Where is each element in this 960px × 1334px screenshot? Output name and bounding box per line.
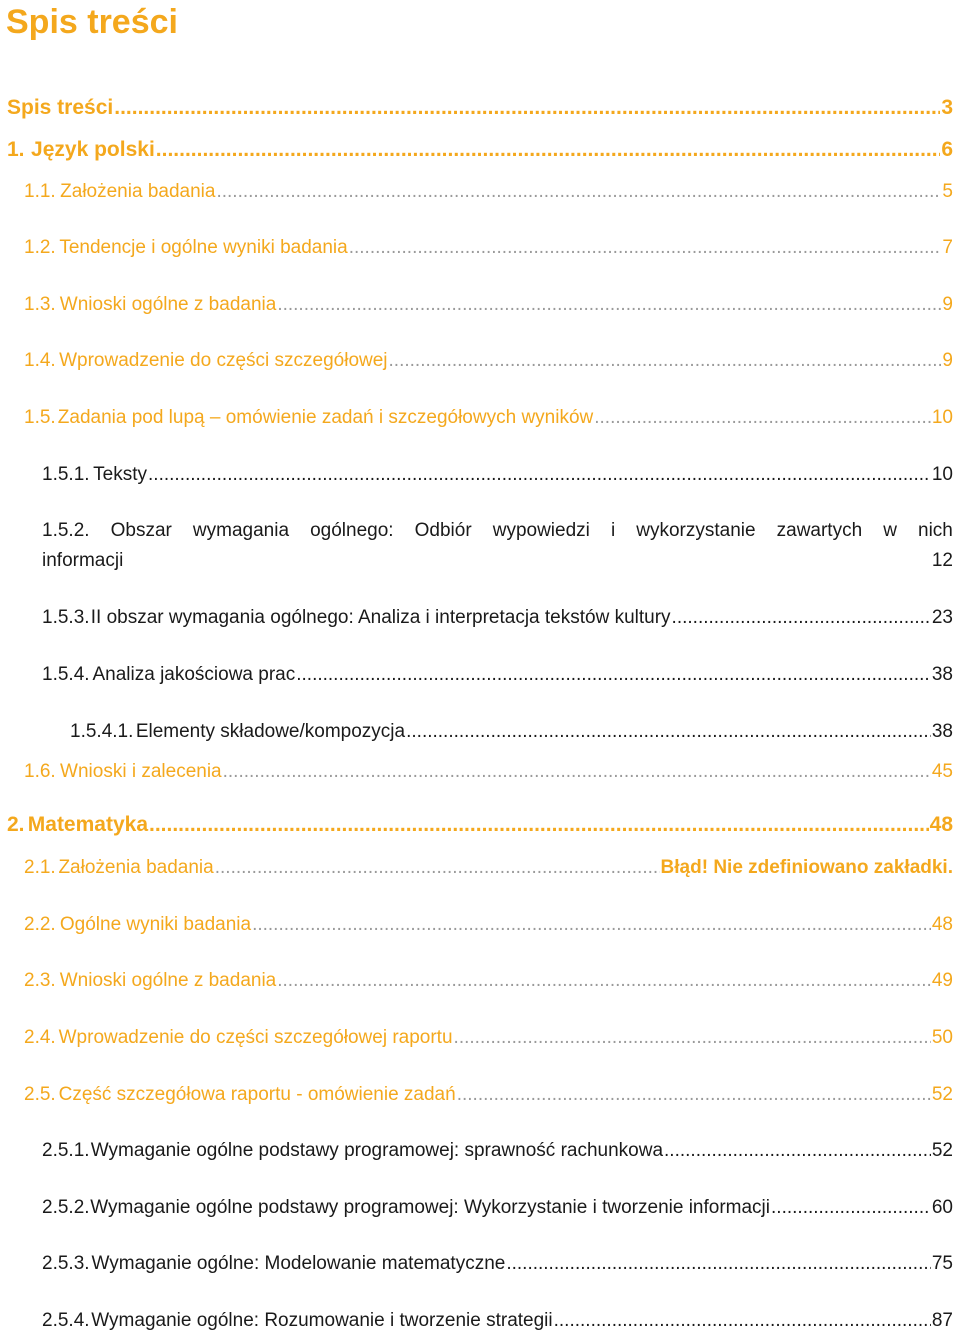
toc-entry-title-line2: [42, 546, 953, 576]
toc-dot-leader: [389, 349, 942, 373]
toc-entry-1-1[interactable]: [24, 180, 953, 204]
toc-entry-page: 50: [931, 1027, 953, 1048]
toc-entry-title: Elementy składowe/kompozycja: [135, 721, 406, 742]
toc-dot-leader: [252, 913, 931, 937]
toc-entry-title: Wymaganie ogólne podstawy programowej: sprawność rachunkowa: [90, 1140, 664, 1161]
toc-entry-title: Wprowadzenie do części szczegółowej: [59, 350, 388, 371]
toc-entry-number: 1.5.3.: [42, 607, 90, 628]
toc-dot-leader: [664, 1139, 931, 1163]
toc-entry-1-4[interactable]: [24, 349, 953, 373]
toc-entry-2-4[interactable]: [24, 1026, 953, 1050]
toc-dot-leader: [148, 463, 931, 487]
toc-entry-matematyka[interactable]: [7, 813, 953, 837]
toc-entry-number: 1.1.: [24, 181, 56, 202]
toc-dot-leader: [277, 969, 931, 993]
toc-dot-leader: [672, 606, 931, 630]
toc-entry-title: Wymaganie ogólne podstawy programowej: Wykorzystanie i tworzenie informacji: [90, 1197, 771, 1218]
toc-entry-page: 7: [942, 237, 953, 258]
toc-entry-1-6[interactable]: [24, 760, 953, 784]
toc-entry-2-5-4[interactable]: [42, 1309, 953, 1333]
toc-dot-leader: [216, 180, 941, 204]
toc-entry-title: Analiza jakościowa prac: [92, 664, 296, 685]
toc-entry-number: 1.5.1.: [42, 464, 90, 485]
toc-entry-2-5-3[interactable]: [42, 1252, 953, 1276]
toc-entry-title: Zadania pod lupą – omówienie zadań i szczegółowych wyników: [57, 407, 594, 428]
toc-entry-title: Matematyka: [27, 813, 148, 836]
toc-entry-title: Wnioski i zalecenia: [60, 761, 222, 782]
toc-dot-leader: [554, 1309, 931, 1333]
toc-entry-title: informacji: [42, 550, 124, 571]
toc-entry-page: 12: [931, 550, 953, 571]
toc-entry-page: 9: [942, 350, 953, 371]
toc-entry-page: 38: [931, 721, 953, 742]
toc-entry-page: 38: [931, 664, 953, 685]
toc-dot-leader: [296, 663, 931, 687]
page-title: Spis treści: [6, 3, 178, 41]
toc-entry-number: 2.5.4.: [42, 1310, 90, 1331]
toc-entry-page: 52: [931, 1140, 953, 1161]
toc-entry-2-5-1[interactable]: [42, 1139, 953, 1163]
toc-dot-leader: [215, 856, 660, 880]
toc-entry-number: 2.4.: [24, 1027, 56, 1048]
toc-entry-page: 52: [931, 1084, 953, 1105]
toc-entry-title: Wprowadzenie do części szczegółowej raportu: [58, 1027, 453, 1048]
toc-entry-page: 23: [931, 607, 953, 628]
toc-entry-1-5-4-1[interactable]: [70, 720, 953, 744]
toc-entry-1-5-4[interactable]: [42, 663, 953, 687]
toc-entry-2-2[interactable]: [24, 913, 953, 937]
toc-entry-number: 2.5.1.: [42, 1140, 90, 1161]
toc-entry-title: Wnioski ogólne z badania: [59, 294, 277, 315]
toc-entry-page: 87: [931, 1310, 953, 1331]
toc-entry-page: 9: [942, 294, 953, 315]
toc-entry-title: Wymaganie ogólne: Rozumowanie i tworzenie strategii: [91, 1310, 553, 1331]
toc-entry-number: 2.5.2.: [42, 1197, 90, 1218]
toc-entry-number: 2.: [7, 813, 25, 836]
toc-entry-page: 5: [942, 181, 953, 202]
toc-entry-page: 60: [931, 1197, 953, 1218]
toc-entry-title: Wnioski ogólne z badania: [59, 970, 277, 991]
toc-entry-number: 1.5.: [24, 407, 56, 428]
toc-entry-number: 1.: [7, 138, 25, 161]
toc-entry-2-5[interactable]: [24, 1083, 953, 1107]
toc-entry-title: Założenia badania: [58, 857, 214, 878]
toc-entry-number: 2.5.: [24, 1084, 56, 1105]
toc-entry-page: 48: [931, 914, 953, 935]
toc-entry-page: 75: [931, 1253, 953, 1274]
toc-entry-number: 1.4.: [24, 350, 56, 371]
toc-entry-number: 1.5.4.: [42, 664, 90, 685]
toc-dot-leader: [349, 236, 942, 260]
toc-entry-1-5-3[interactable]: [42, 606, 953, 630]
toc-entry-title: Tendencje i ogólne wyniki badania: [59, 237, 348, 258]
toc-entry-2-5-2[interactable]: [42, 1196, 953, 1220]
toc-entry-title: II obszar wymagania ogólnego: Analiza i interpretacja tekstów kultury: [90, 607, 671, 628]
toc-dot-leader: [277, 293, 941, 317]
toc-entry-1-5-1[interactable]: [42, 463, 953, 487]
toc-entry-number: 1.5.2.: [42, 520, 90, 541]
toc-dot-leader: [114, 96, 940, 120]
toc-dot-leader: [506, 1252, 931, 1276]
toc-entry-title: Wymaganie ogólne: Modelowanie matematyczne: [91, 1253, 506, 1274]
toc-dot-leader: [594, 406, 931, 430]
toc-dot-leader: [149, 813, 929, 837]
toc-entry-title: Język polski: [31, 138, 155, 161]
toc-entry-title: Teksty: [93, 464, 148, 485]
toc-dot-leader: [454, 1026, 931, 1050]
toc-entry-1-2[interactable]: [24, 236, 953, 260]
toc-entry-error-message: Błąd! Nie zdefiniowano zakładki.: [660, 857, 953, 878]
toc-entry-title: Ogólne wyniki badania: [59, 914, 252, 935]
toc-entry-page: 10: [931, 464, 953, 485]
toc-entry-jezyk-polski[interactable]: [7, 138, 953, 162]
toc-entry-1-5-2[interactable]: [42, 516, 953, 576]
toc-entry-spis-tresci[interactable]: [7, 96, 953, 120]
toc-entry-1-3[interactable]: [24, 293, 953, 317]
toc-entry-number: 1.2.: [24, 237, 56, 258]
toc-entry-page: 48: [929, 813, 953, 836]
toc-entry-number: 2.1.: [24, 857, 56, 878]
toc-entry-number: 1.3.: [24, 294, 56, 315]
toc-entry-number: 2.2.: [24, 914, 56, 935]
toc-entry-2-1[interactable]: [24, 856, 953, 880]
toc-entry-page: 3: [941, 96, 953, 119]
toc-dot-leader: [406, 720, 931, 744]
toc-entry-title-line1: 1.5.2. Obszar wymagania ogólnego: Odbiór wypowiedzi i wykorzystanie zawartych w nich: [42, 516, 953, 546]
toc-entry-page: 49: [931, 970, 953, 991]
toc-entry-1-5[interactable]: [24, 406, 953, 430]
toc-entry-page: 10: [931, 407, 953, 428]
toc-entry-page: 6: [941, 138, 953, 161]
toc-entry-title: Spis treści: [7, 96, 114, 119]
toc-entry-2-3[interactable]: [24, 969, 953, 993]
toc-entry-number: 2.3.: [24, 970, 56, 991]
toc-entry-number: 2.5.3.: [42, 1253, 90, 1274]
toc-entry-number: 1.6.: [24, 761, 56, 782]
toc-dot-leader: [223, 760, 931, 784]
toc-entry-title: Część szczegółowa raportu - omówienie zadań: [58, 1084, 456, 1105]
toc-entry-number: 1.5.4.1.: [70, 721, 134, 742]
toc-entry-title: Założenia badania: [60, 181, 216, 202]
toc-dot-leader: [156, 138, 941, 162]
toc-dot-leader: [457, 1083, 931, 1107]
toc-entry-page: 45: [931, 761, 953, 782]
toc-dot-leader: [771, 1196, 931, 1220]
